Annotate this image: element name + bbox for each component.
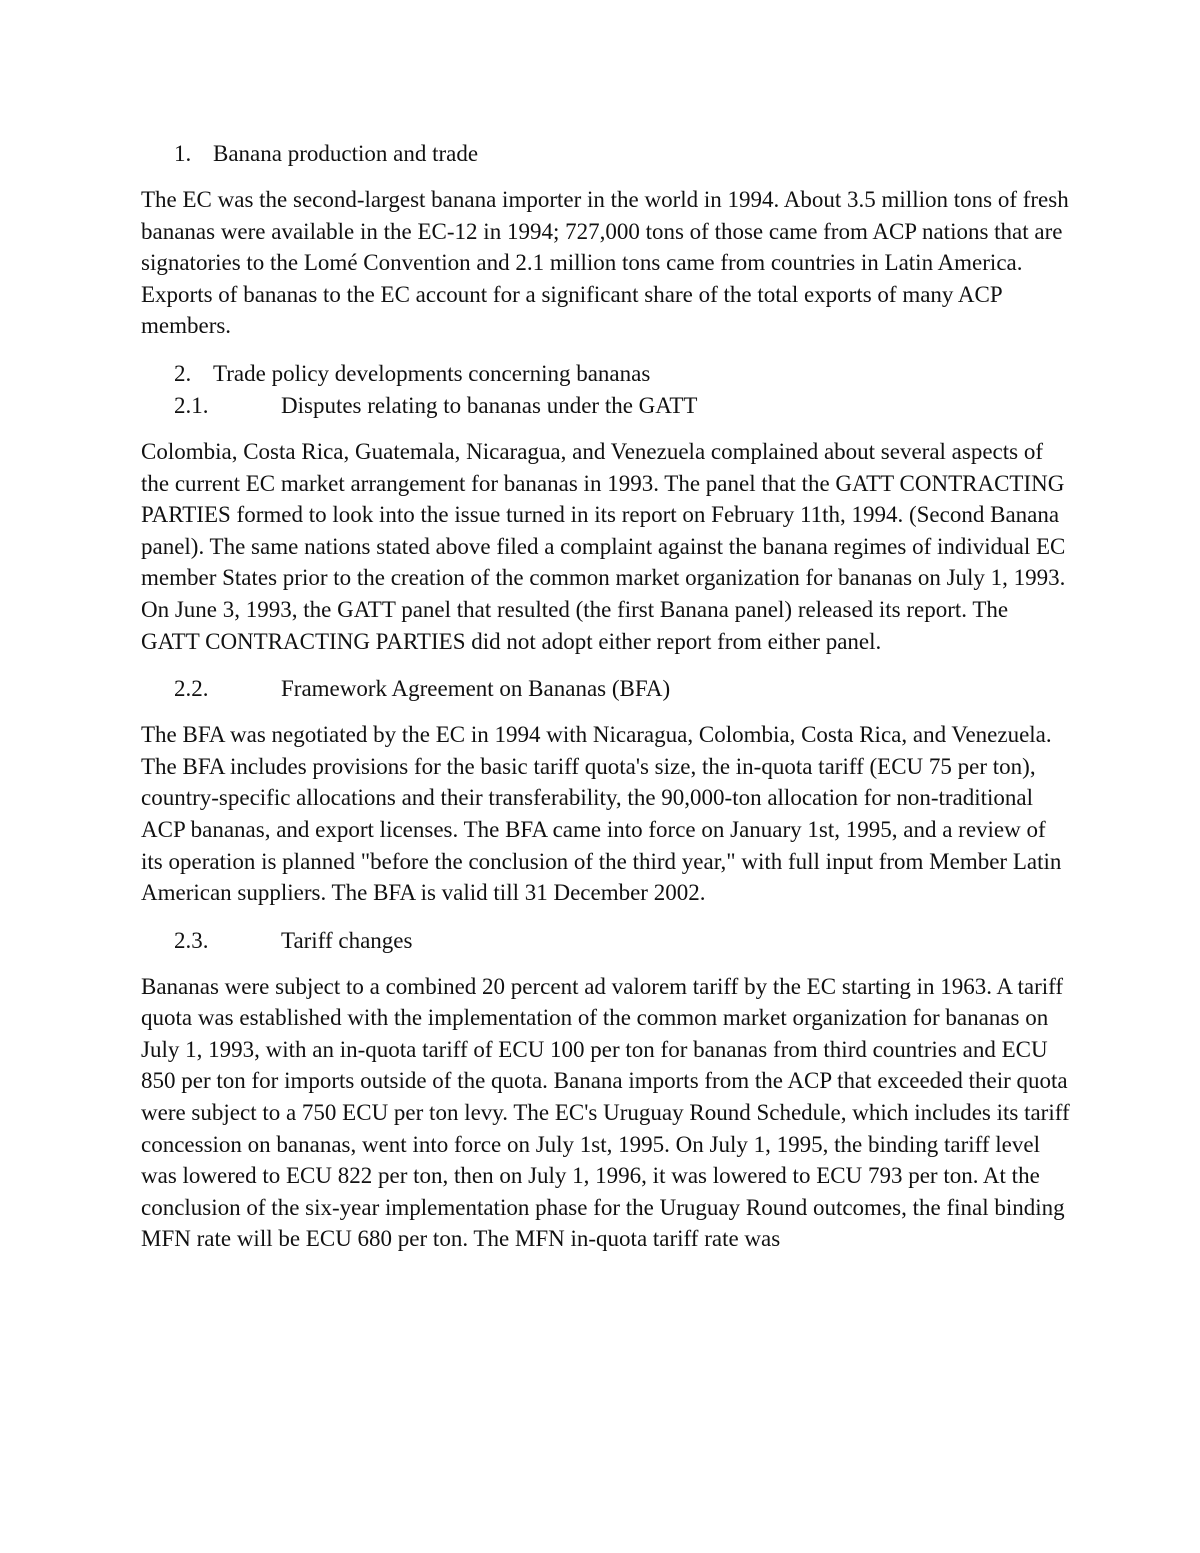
section-title: Disputes relating to bananas under the GATT	[281, 392, 698, 418]
section-title: Tariff changes	[281, 927, 413, 953]
section-number: 2.1.	[174, 392, 209, 418]
section-number: 2.3.	[174, 927, 209, 953]
document-page	[141, 138, 1071, 1255]
section-number: 1.	[174, 141, 192, 166]
paragraph-banana-production: The EC was the second-largest banana importer in the world in 1994. About 3.5 million tons of fresh bananas were available in the EC-12 in 1994; 727,000 tons of those came from ACP nations that are signatories to the Lomé Convention and 2.1 million tons came from countries in Latin America. Exports of bananas to the EC account for a significant share of the total exports of many ACP members.	[141, 187, 1069, 339]
section-heading-2-1	[141, 390, 1071, 422]
section-title: Banana production and trade	[213, 141, 479, 166]
paragraph-gatt-disputes: Colombia, Costa Rica, Guatemala, Nicaragua, and Venezuela complained about several aspects of the current EC market arrangement for bananas in 1993. The panel that the GATT CONTRACTING PARTIES formed to look into the issue turned in its report on February 11th, 1994. (Second Banana panel). The same nations stated above filed a complaint against the banana regimes of individual EC member States prior to the creation of the common market organization for bananas on July 1, 1993. On June 3, 1993, the GATT panel that resulted (the first Banana panel) released its report. The GATT CONTRACTING PARTIES did not adopt either report from either panel.	[141, 438, 1066, 654]
paragraph-tariff-changes: Bananas were subject to a combined 20 percent ad valorem tariff by the EC starting in 1963. A tariff quota was established with the implementation of the common market organization for bananas on July 1, 1993, with an in-quota tariff of ECU 100 per ton for bananas from third countries and ECU 850 per ton for imports outside of the quota. Banana imports from the ACP that exceeded their quota were subject to a 750 ECU per ton levy. The EC's Uruguay Round Schedule, which includes its tariff concession on bananas, went into force on July 1st, 1995. On July 1, 1995, the binding tariff level was lowered to ECU 822 per ton, then on July 1, 1996, it was lowered to ECU 793 per ton. At the conclusion of the six-year implementation phase for the Uruguay Round outcomes, the final binding MFN rate will be ECU 680 per ton. The MFN in-quota tariff rate was	[141, 973, 1070, 1252]
section-number: 2.2.	[174, 676, 209, 702]
section-heading-2-3	[141, 925, 1071, 957]
section-title: Framework Agreement on Bananas (BFA)	[281, 676, 671, 702]
section-heading-1	[141, 138, 1071, 170]
paragraph-framework-agreement: The BFA was negotiated by the EC in 1994 with Nicaragua, Colombia, Costa Rica, and Venezuela. The BFA includes provisions for the basic tariff quota's size, the in-quota tariff (ECU 75 per ton), country-specific allocations and their transferability, the 90,000-ton allocation for non-traditional ACP bananas, and export licenses. The BFA came into force on January 1st, 1995, and a review of its operation is planned "before the conclusion of the third year," with full input from Member Latin American suppliers. The BFA is valid till 31 December 2002.	[141, 722, 1062, 906]
section-number: 2.	[174, 360, 192, 386]
section-title: Trade policy developments concerning bananas	[213, 360, 651, 386]
section-heading-2	[141, 358, 1071, 390]
section-heading-2-2	[141, 673, 1071, 705]
